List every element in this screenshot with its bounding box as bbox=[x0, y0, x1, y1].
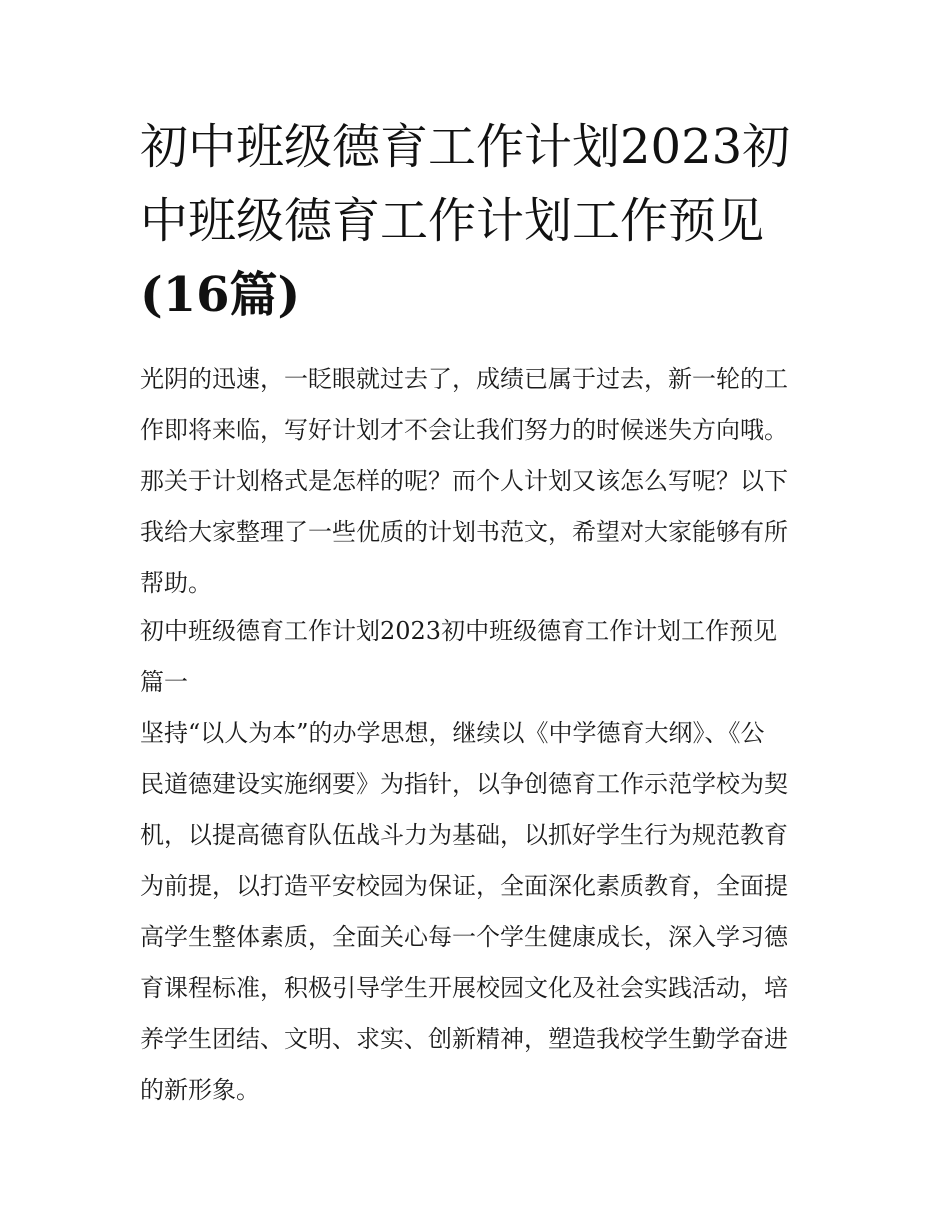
text-line: 我给大家整理了一些优质的计划书范文，希望对大家能够有所 bbox=[140, 518, 788, 546]
text-line: 育课程标准，积极引导学生开展校园文化及社会实践活动，培 bbox=[140, 974, 788, 1002]
body-paragraph bbox=[140, 708, 820, 1116]
title-line: 中班级德育工作计划工作预见 bbox=[140, 193, 765, 249]
title-line: (16篇) bbox=[140, 267, 301, 323]
text-line: 民道德建设实施纲要》为指针，以争创德育工作示范学校为契 bbox=[140, 770, 788, 798]
text-line: 养学生团结、文明、求实、创新精神，塑造我校学生勤学奋进 bbox=[140, 1025, 788, 1053]
text-line: 为前提，以打造平安校园为保证，全面深化素质教育，全面提 bbox=[140, 872, 788, 900]
document-title bbox=[140, 110, 820, 332]
text-line: 作即将来临，写好计划才不会让我们努力的时候迷失方向哦。 bbox=[140, 416, 788, 444]
text-line: 光阴的迅速，一眨眼就过去了，成绩已属于过去，新一轮的工 bbox=[140, 365, 788, 393]
text-line: 高学生整体素质，全面关心每一个学生健康成长，深入学习德 bbox=[140, 923, 788, 951]
text-line: 那关于计划格式是怎样的呢？而个人计划又该怎么写呢？以下 bbox=[140, 467, 788, 495]
text-line: 机，以提高德育队伍战斗力为基础，以抓好学生行为规范教育 bbox=[140, 821, 788, 849]
text-line: 的新形象。 bbox=[140, 1076, 260, 1104]
text-line: 帮助。 bbox=[140, 569, 212, 597]
text-line: 坚持“以人为本”的办学思想，继续以《中学德育大纲》、《公 bbox=[140, 719, 765, 747]
section-heading bbox=[140, 606, 820, 708]
title-line: 初中班级德育工作计划2023初 bbox=[140, 119, 791, 175]
intro-paragraph bbox=[140, 354, 820, 609]
text-line: 篇一 bbox=[140, 668, 188, 696]
text-line: 初中班级德育工作计划2023初中班级德育工作计划工作预见 bbox=[140, 617, 778, 645]
